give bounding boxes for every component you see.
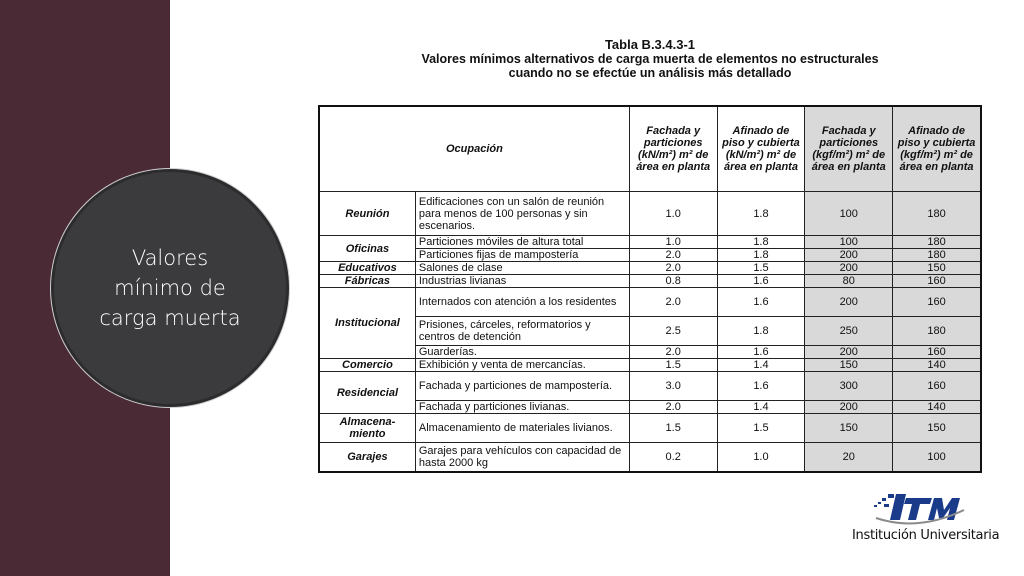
header-ocupacion: Ocupación	[319, 106, 629, 192]
value-cell: 200	[805, 249, 893, 262]
value-cell: 200	[805, 401, 893, 414]
value-cell: 2.0	[629, 249, 717, 262]
category-cell: Oficinas	[319, 236, 415, 262]
header-fachada-kgf: Fachada y particiones (kgf/m²) m² de área en planta	[805, 106, 893, 192]
value-cell: 1.8	[717, 236, 805, 249]
category-cell: Educativos	[319, 262, 415, 275]
slide-title-line-1: Valores	[131, 246, 209, 270]
itm-logo	[848, 488, 973, 558]
value-cell: 150	[893, 414, 981, 443]
table-row	[319, 346, 981, 359]
table-row	[319, 249, 981, 262]
table-caption	[330, 38, 970, 80]
value-cell: 1.5	[629, 414, 717, 443]
value-cell: 1.6	[717, 372, 805, 401]
description-cell: Fachada y particiones livianas.	[415, 401, 629, 414]
slide-title-line-3: carga muerta	[99, 306, 241, 330]
description-cell: Internados con atención a los residentes	[415, 288, 629, 317]
slide-title	[85, 243, 255, 333]
description-cell: Edificaciones con un salón de reunión para menos de 100 personas y sin escenarios.	[415, 192, 629, 236]
value-cell: 1.6	[717, 346, 805, 359]
itm-logo-text: Institución Universitaria	[852, 528, 1000, 543]
value-cell: 100	[893, 443, 981, 472]
value-cell: 150	[805, 359, 893, 372]
description-cell: Exhibición y venta de mercancías.	[415, 359, 629, 372]
value-cell: 1.6	[717, 288, 805, 317]
category-cell: Comercio	[319, 359, 415, 372]
description-cell: Particiones fijas de mampostería	[415, 249, 629, 262]
description-cell: Garajes para vehículos con capacidad de hasta 2000 kg	[415, 443, 629, 472]
value-cell: 160	[893, 275, 981, 288]
table-row	[319, 372, 981, 401]
description-cell: Particiones móviles de altura total	[415, 236, 629, 249]
table-row	[319, 262, 981, 275]
value-cell: 2.0	[629, 401, 717, 414]
value-cell: 160	[893, 372, 981, 401]
value-cell: 200	[805, 288, 893, 317]
value-cell: 180	[893, 317, 981, 346]
value-cell: 0.2	[629, 443, 717, 472]
value-cell: 180	[893, 249, 981, 262]
value-cell: 160	[893, 346, 981, 359]
table-row	[319, 288, 981, 317]
value-cell: 2.0	[629, 288, 717, 317]
value-cell: 1.5	[629, 359, 717, 372]
table-row	[319, 359, 981, 372]
description-cell: Guarderías.	[415, 346, 629, 359]
table-row	[319, 275, 981, 288]
header-afinado-kgf: Afinado de piso y cubierta (kgf/m²) m² de área en planta	[893, 106, 981, 192]
table-row	[319, 443, 981, 472]
dead-load-table	[318, 105, 982, 473]
value-cell: 80	[805, 275, 893, 288]
value-cell: 1.0	[629, 192, 717, 236]
description-cell: Salones de clase	[415, 262, 629, 275]
description-cell: Industrias livianas	[415, 275, 629, 288]
value-cell: 180	[893, 236, 981, 249]
value-cell: 1.4	[717, 359, 805, 372]
table-number: Tabla B.3.4.3-1	[604, 37, 696, 52]
value-cell: 1.6	[717, 275, 805, 288]
value-cell: 1.8	[717, 192, 805, 236]
value-cell: 1.8	[717, 317, 805, 346]
value-cell: 2.5	[629, 317, 717, 346]
value-cell: 1.5	[717, 414, 805, 443]
category-cell: Residencial	[319, 372, 415, 414]
table-row	[319, 192, 981, 236]
value-cell: 100	[805, 192, 893, 236]
category-cell: Garajes	[319, 443, 415, 472]
description-cell: Fachada y particiones de mampostería.	[415, 372, 629, 401]
table-row	[319, 236, 981, 249]
category-cell: Fábricas	[319, 275, 415, 288]
table-row	[319, 317, 981, 346]
value-cell: 1.0	[629, 236, 717, 249]
title-circle	[54, 172, 286, 404]
description-cell: Prisiones, cárceles, reformatorios y centros de detención	[415, 317, 629, 346]
slide-title-line-2: mínimo de	[114, 276, 226, 300]
value-cell: 140	[893, 359, 981, 372]
value-cell: 250	[805, 317, 893, 346]
value-cell: 1.5	[717, 262, 805, 275]
table-title-line-2: cuando no se efectúe un análisis más detallado	[508, 66, 792, 80]
value-cell: 2.0	[629, 346, 717, 359]
value-cell: 150	[893, 262, 981, 275]
header-fachada-kn: Fachada y particiones (kN/m²) m² de área en planta	[629, 106, 717, 192]
table-row	[319, 414, 981, 443]
table-title-line-1: Valores mínimos alternativos de carga muerta de elementos no estructurales	[421, 52, 879, 66]
value-cell: 3.0	[629, 372, 717, 401]
category-cell: Almacena-miento	[319, 414, 415, 443]
header-afinado-kn: Afinado de piso y cubierta (kN/m²) m² de área en planta	[717, 106, 805, 192]
value-cell: 200	[805, 346, 893, 359]
value-cell: 1.4	[717, 401, 805, 414]
value-cell: 20	[805, 443, 893, 472]
value-cell: 180	[893, 192, 981, 236]
table-row	[319, 401, 981, 414]
value-cell: 100	[805, 236, 893, 249]
value-cell: 2.0	[629, 262, 717, 275]
value-cell: 300	[805, 372, 893, 401]
value-cell: 160	[893, 288, 981, 317]
value-cell: 1.8	[717, 249, 805, 262]
description-cell: Almacenamiento de materiales livianos.	[415, 414, 629, 443]
value-cell: 140	[893, 401, 981, 414]
category-cell: Reunión	[319, 192, 415, 236]
table-header-row	[319, 106, 981, 192]
value-cell: 200	[805, 262, 893, 275]
value-cell: 0.8	[629, 275, 717, 288]
category-cell: Institucional	[319, 288, 415, 359]
value-cell: 1.0	[717, 443, 805, 472]
value-cell: 150	[805, 414, 893, 443]
